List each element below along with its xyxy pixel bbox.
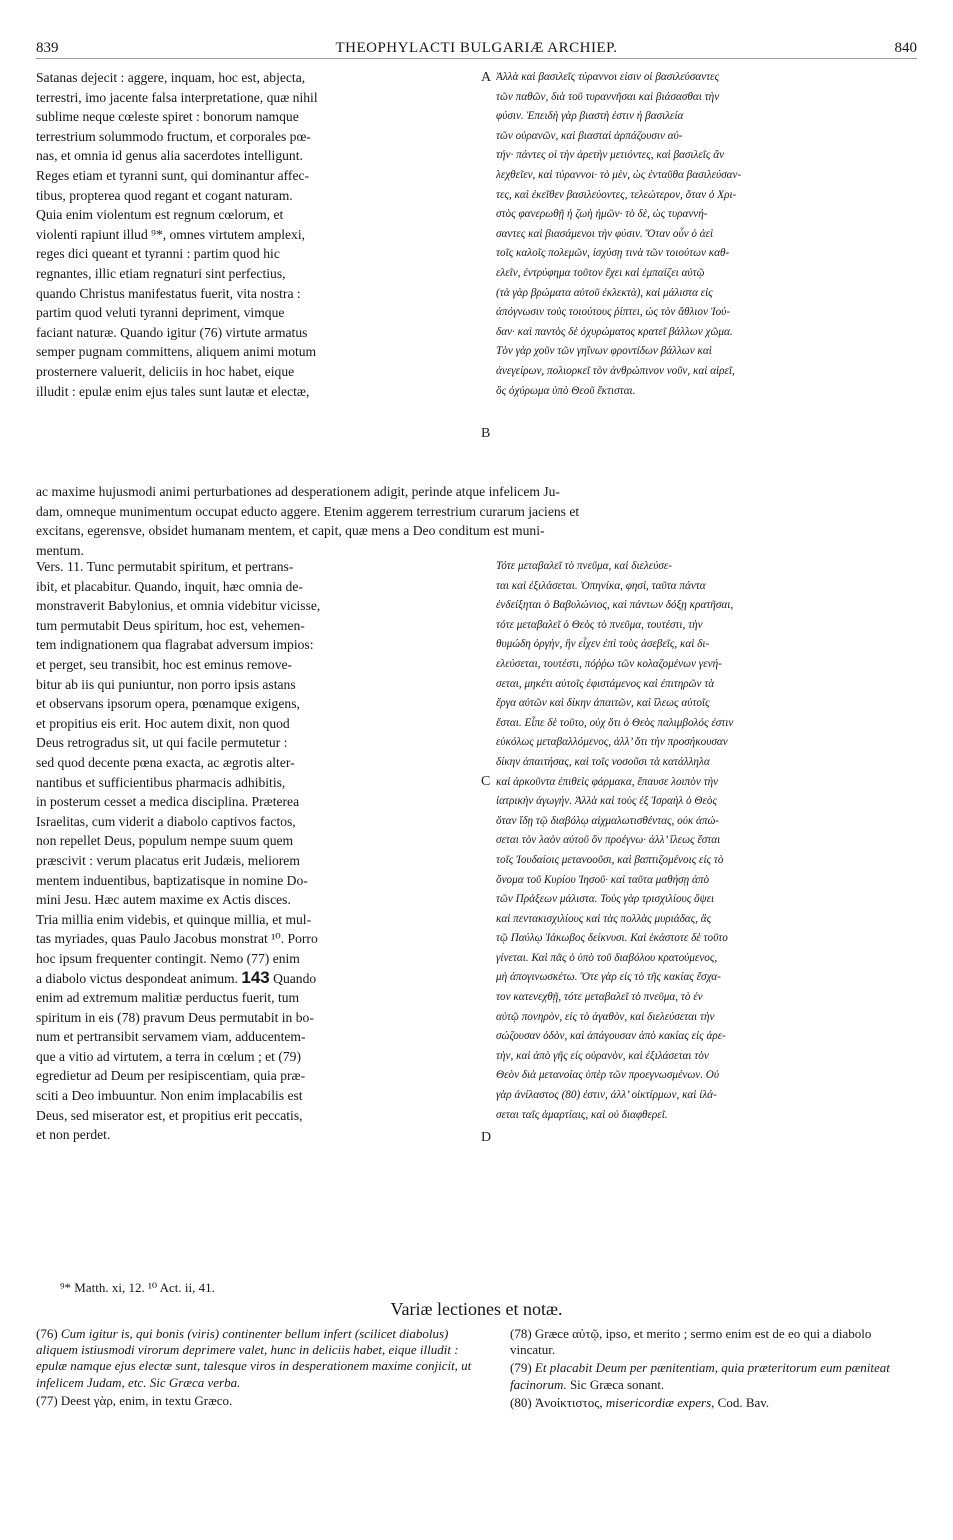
text-line: τῶν οὐρανῶν, καὶ βιασταὶ ἁρπάζουσιν αὐ- [496, 129, 683, 142]
text-line: a diabolo victus despondeat animum. 143 Quando [36, 968, 317, 988]
text-line: τότε μεταβαλεῖ ὁ Θεὸς τὸ πνεῦμα, τουτέστι, τὴν [496, 618, 703, 631]
note-76: (76) Cum igitur is, qui bonis (viris) continenter bellum infert (scilicet diabolus) aliquem istiusmodi virorum deprimere valet, hunc in deliciis habet, eique illudit : epulæ namque ejus electæ sunt, talesque viros in desperationem maxime conjicit, ut infelicem Judam, etc. Sic Græca verba. [36, 1326, 472, 1390]
text-line: γὰρ ἀνίλαστος (80) ἐστιν, ἀλλ’ οἰκτίρμων, καὶ ἱλά- [496, 1089, 717, 1102]
text-line: monstraverit Babylonius, et omnia videbitur vicisse, [36, 598, 321, 614]
text-line: λεχθεῖεν, καὶ τύραννοι· τὸ μὲν, ὡς ἐνταῦθα βασιλεύσαν- [496, 168, 742, 181]
text-line: et perget, seu transibit, hoc est eminus remove- [36, 656, 293, 672]
text-line: ελεύσεται, τουτέστι, πόῤῥω τῶν κολαζομένων γενή- [496, 657, 722, 670]
text-line: sublime neque cœleste spiret : bonorum namque [36, 109, 299, 125]
text-line: excitans, egerensve, obsidet humanam mentem, et capit, quæ mens a Deo conditum est muni- [36, 523, 545, 539]
text-line: semper pugnam committens, aliquem animi motum [36, 344, 317, 360]
text-line: Deus, sed miserator est, et propitius erit peccatis, [36, 1107, 303, 1123]
text-line: quando Christus manifestatus fuerit, vita nostra : [36, 285, 301, 301]
text-line: et observans ipsorum opera, pœnamque exigens, [36, 696, 300, 712]
text-line: tibus, propterea quod regant et cogant naturam. [36, 187, 293, 203]
note-77: (77) Deest γὰρ, enim, in textu Græco. [36, 1392, 233, 1408]
text-line: illudit : epulæ enim ejus tales sunt lautæ et electæ, [36, 383, 310, 399]
text-line: αὐτῷ πονηρὸν, εἰς τὸ ἀγαθὸν, καὶ διελεύσεται τὴν [496, 1010, 715, 1023]
text-line: terrestrium solummodo fructum, et corporales pœ- [36, 128, 311, 144]
text-line: ἔργα αὐτῶν καὶ δίκην ἀπαιτῶν, καὶ ἵλεως αὐτοῖς [496, 697, 710, 710]
text-line: σαντες καὶ βιασάμενοι τὴν φύσιν. Ὅταν οὖν ὁ ἀεὶ [496, 227, 714, 240]
text-line: τὴν, καὶ ἀπὸ γῆς εἰς οὐρανὸν, καὶ ἐξιλάσεται τὸν [496, 1049, 709, 1062]
text-line: Deus retrogradus sit, ut qui facile permutetur : [36, 735, 288, 751]
text-line: tum permutabit Deus spiritum, hoc est, vehemen- [36, 617, 305, 633]
text-line: μὴ ἀπογινωσκέτω. Ὅτε γὰρ εἰς τὸ τῆς κακίας ἔσχα- [496, 971, 721, 984]
greek-column-block3 [496, 557, 917, 1125]
margin-marker-a: A [481, 70, 492, 85]
text-line: γίνεται. Καὶ πᾶς ὁ ὑπὸ τοῦ διαβόλου κρατούμενος, [496, 951, 718, 964]
text-line: præscivit : verum placatus erit Judæis, meliorem [36, 852, 300, 868]
text-line: Vers. 11. Tunc permutabit spiritum, et pertrans- [36, 559, 294, 574]
text-line: Quia enim violentum est regnum cœlorum, et [36, 207, 284, 223]
column-number: 143 [241, 968, 270, 988]
text-line: enim ad extremum malitiæ perductus fuerit, tum [36, 990, 300, 1006]
text-line: ac maxime hujusmodi animi perturbationes ad desperationem adigit, perinde atque infelicem Ju- [36, 484, 560, 499]
notes-right-column [510, 1326, 917, 1413]
text-line: Israelitas, cum viderit a diabolo captivos factos, [36, 813, 296, 829]
text-line: ται καὶ ἐξιλάσεται. Ὁπηνίκα, φησὶ, ταῦτα πάντα [496, 579, 706, 592]
text-line: que a vitio ad virtutem, a terra in cœlum ; et (79) [36, 1048, 301, 1064]
latin-column-block1 [36, 68, 480, 401]
text-line: δίκην ἀπαιτήσας, καὶ τοῖς νοσοῦσι τὰ κατάλληλα [496, 755, 710, 768]
text-line: nas, et omnia id genus alia sacerdotes intelligunt. [36, 148, 303, 164]
text-line: num et pertransibit servamem viam, adducentem- [36, 1029, 306, 1045]
text-line: ἔσται. Εἶπε δὲ τοῦτο, οὐχ ὅτι ὁ Θεὸς παλιμβολός ἐστιν [496, 716, 734, 729]
running-header [36, 38, 917, 59]
notes-left-column [36, 1326, 480, 1411]
text-line: ἀνεγείρων, πολιορκεῖ τὸν ἀνθρώπινον νοῦν, καὶ αἱρεῖ, [496, 364, 735, 377]
text-line: ibit, et placabitur. Quando, inquit, hæc omnia de- [36, 578, 303, 594]
left-page-number: 839 [36, 40, 59, 56]
text-line: violenti rapiunt illud ⁹*, omnes virtutem amplexi, [36, 226, 306, 242]
greek-column-block1 [496, 68, 917, 401]
text-line: Satanas dejecit : aggere, inquam, hoc est, abjecta, [36, 70, 306, 85]
text-line: sed quod decente pœna exacta, ac ægrotis alter- [36, 754, 295, 770]
right-page-number: 840 [894, 40, 917, 56]
footnote-references: ⁹* Matth. xi, 12. ¹⁰ Act. ii, 41. [60, 1280, 215, 1295]
text-line: τοῖς Ἰουδαίοις μετανοοῦσι, καὶ βαπτιζομένοις εἰς τὸ [496, 853, 724, 866]
margin-marker-c: C [481, 774, 491, 789]
text-line: Reges etiam et tyranni sunt, qui dominantur affec- [36, 167, 310, 183]
text-line: nantibus et sufficientibus pharmacis adhibitis, [36, 774, 286, 790]
text-line: εὐκόλως μεταβαλλόμενος, ἀλλ’ ὅτι τὴν προσήκουσαν [496, 736, 728, 749]
text-line: Ἀλλὰ καὶ βασιλεῖς τύραννοι εἰσιν οἱ βασιλεύσαντες [496, 71, 720, 83]
text-line: ελεῖν, ἐντρύφημα τοῦτον ἔχει καὶ ἐμπαίζει αὐτῷ [496, 266, 705, 279]
text-line: Tria millia enim videbis, et quinque millia, et mul- [36, 911, 312, 927]
text-line: ὃς ὀχύρωμα ὑπὸ Θεοῦ ἔκτισται. [496, 384, 636, 397]
text-line: δαν· καὶ παντὸς δὲ ὀχυρώματος κρατεῖ βάλλων χῶμα. [496, 325, 733, 338]
text-line: dam, omneque munimentum occupat educto aggere. Etenim aggerem terrestrium curarum jaciens et [36, 503, 580, 519]
text-line: et propitius eis erit. Hoc autem dixit, non quod [36, 715, 290, 731]
text-line: σεται ταῖς ἁμαρτίαις, καὶ οὐ διαφθερεῖ. [496, 1108, 668, 1121]
text-line: τον κατενεχθῇ, τότε μεταβαλεῖ τὸ πνεῦμα, τὸ ἐν [496, 991, 703, 1004]
full-width-paragraph [36, 482, 917, 560]
text-line: reges dici queant et tyranni : partim quod hic [36, 246, 280, 262]
text-line: mini Jesu. Hæc autem maxime ex Actis disces. [36, 892, 291, 908]
text-line: mentem induentibus, baptizatisque in nomine Do- [36, 872, 308, 888]
text-line: τῶν παθῶν, διὰ τοῦ τυραννῆσαι καὶ βιάσασθαι τὴν [496, 90, 720, 103]
text-line: τῶν Πράξεων μάλιστα. Τοὺς γὰρ τρισχιλίους ὄψει [496, 893, 715, 906]
text-line: τες, καὶ ἐκεῖθεν βασιλεύοντες, τελεώτερον, ὅταν ὁ Χρι- [496, 188, 737, 201]
note-78: (78) Græce αὐτῷ, ipso, et merito ; sermo enim est de eo qui a diabolo vincatur. [510, 1326, 872, 1358]
text-line: non repellet Deus, populum nempe suum quem [36, 833, 294, 849]
text-line: regnantes, illic etiam regnaturi sint perfectius, [36, 265, 286, 281]
text-line: et non perdet. [36, 1127, 111, 1143]
text-line: Τὸν γὰρ χοῦν τῶν γηΐνων φροντίδων βάλλων καὶ [496, 345, 712, 358]
text-line: τήν· πάντες οἱ τὴν ἀρετὴν μετιόντες, καὶ βασιλεῖς ἂν [496, 149, 725, 162]
text-line: ἰατρικὴν ἀγωγήν. Ἀλλὰ καὶ τοὺς ἐξ Ἰσραὴλ ὁ Θεὸς [496, 795, 718, 808]
text-line: prosternere valuerit, deliciis in hoc habet, eique [36, 363, 295, 379]
text-line: ἀπόγνωσιν τοὺς τοιούτους ῥίπτει, ὡς τὸν ἄθλιον Ἰού- [496, 306, 731, 319]
text-line: mentum. [36, 542, 84, 558]
text-line: (τὰ γὰρ βρώματα αὐτοῦ ἐκλεκτὰ), καὶ μάλιστα εἰς [496, 286, 713, 299]
notes-title: Variæ lectiones et notæ. [390, 1299, 563, 1319]
text-line: egredietur ad Deum per resipiscentiam, quia præ- [36, 1068, 306, 1084]
text-line: καὶ ἀρκοῦντα ἐπιθεὶς φάρμακα, ἔπαυσε λοιπὸν τὴν [496, 775, 719, 788]
text-line: faciant naturæ. Quando igitur (76) virtute armatus [36, 324, 308, 340]
text-line: σεται, μηκέτι αὐτοῖς ἐφιστάμενος καὶ ἐπιτηρῶν τὰ [496, 677, 715, 690]
text-line: tas myriades, quas Paulo Jacobus monstrat ¹⁰. Porro [36, 931, 318, 947]
text-line: φύσιν. Ἐπειδὴ γὰρ βιαστὴ ἐστιν ἡ βασιλεία [496, 110, 684, 123]
note-79: (79) Et placabit Deum per pænitentiam, quia præteritorum eum pæniteat facinorum. Sic Græca sonant. [510, 1360, 890, 1392]
margin-marker-b: B [481, 426, 491, 441]
text-line: hoc ipsum frequenter contingit. Nemo (77) enim [36, 950, 300, 966]
text-line: τοῖς καλοῖς πολεμῶν, ἰσχύσῃ τινὰ τῶν τοιούτων καθ- [496, 247, 730, 260]
text-line: tem indignationem qua flagrabat adversum impios: [36, 637, 314, 653]
text-line: τῷ Παύλῳ Ἰάκωβος δείκνυσι. Καὶ ἑκάστοτε δὲ τοῦτο [496, 932, 728, 945]
note-80: (80) Ἀνοίκτιστος, misericordiæ expers, Cod. Bav. [510, 1394, 770, 1410]
text-line: ὄνομα τοῦ Κυρίου Ἰησοῦ· καὶ ταῦτα μαθήσῃ ἀπὸ [496, 873, 710, 886]
text-line: στὸς φανερωθῇ ἡ ζωὴ ἡμῶν· τὸ δὲ, ὡς τυραννή- [496, 208, 708, 221]
running-title: THEOPHYLACTI BULGARIÆ ARCHIEP. [335, 40, 618, 56]
text-line: Τότε μεταβαλεῖ τὸ πνεῦμα, καὶ διελεύσε- [496, 560, 673, 572]
text-line: spiritum in eis (78) pravum Deus permutabit in bo- [36, 1009, 314, 1025]
text-line: ἐνδείξηται ὁ Βαβυλώνιος, καὶ πάντων δόξῃ κρατῆσαι, [496, 599, 734, 612]
text-line: ὅταν ἴδῃ τῷ διαβόλῳ αἰχμαλωτισθέντας, οὐκ ἀπώ- [496, 814, 720, 827]
text-line: partim quod veluti tyranni depriment, vimque [36, 305, 285, 321]
text-line: bitur ab iis qui puniuntur, non porro ipsis astans [36, 676, 296, 692]
text-line: in posterum cesset a medica disciplina. Præterea [36, 794, 300, 810]
text-line: σώζουσαν ὁδὸν, καὶ ἀπάγουσαν ἀπὸ κακίας εἰς ἀρε- [496, 1030, 726, 1043]
text-line: σεται τὸν λαὸν αὐτοῦ ὃν προέγνω· ἀλλ’ ἵλεως ἔσται [496, 834, 721, 847]
latin-column-block3 [36, 557, 480, 1145]
text-line: θυμώδη ὀργὴν, ἣν εἶχεν ἐπὶ τοὺς ἀσεβεῖς, καὶ δι- [496, 638, 710, 651]
text-line: terrestri, imo jacente falsa interpretatione, quæ nihil [36, 89, 318, 105]
text-line: Θεὸν διὰ μετανοίας ὑπὲρ τῶν προεγνωσμένων. Οὐ [496, 1069, 720, 1082]
margin-marker-d: D [481, 1130, 492, 1145]
text-line: sciti a Deo imbuuntur. Non enim implacabilis est [36, 1088, 303, 1104]
text-line: καὶ πεντακισχιλίους καὶ τὰς πολλὰς μυριάδας, ἃς [496, 912, 712, 925]
